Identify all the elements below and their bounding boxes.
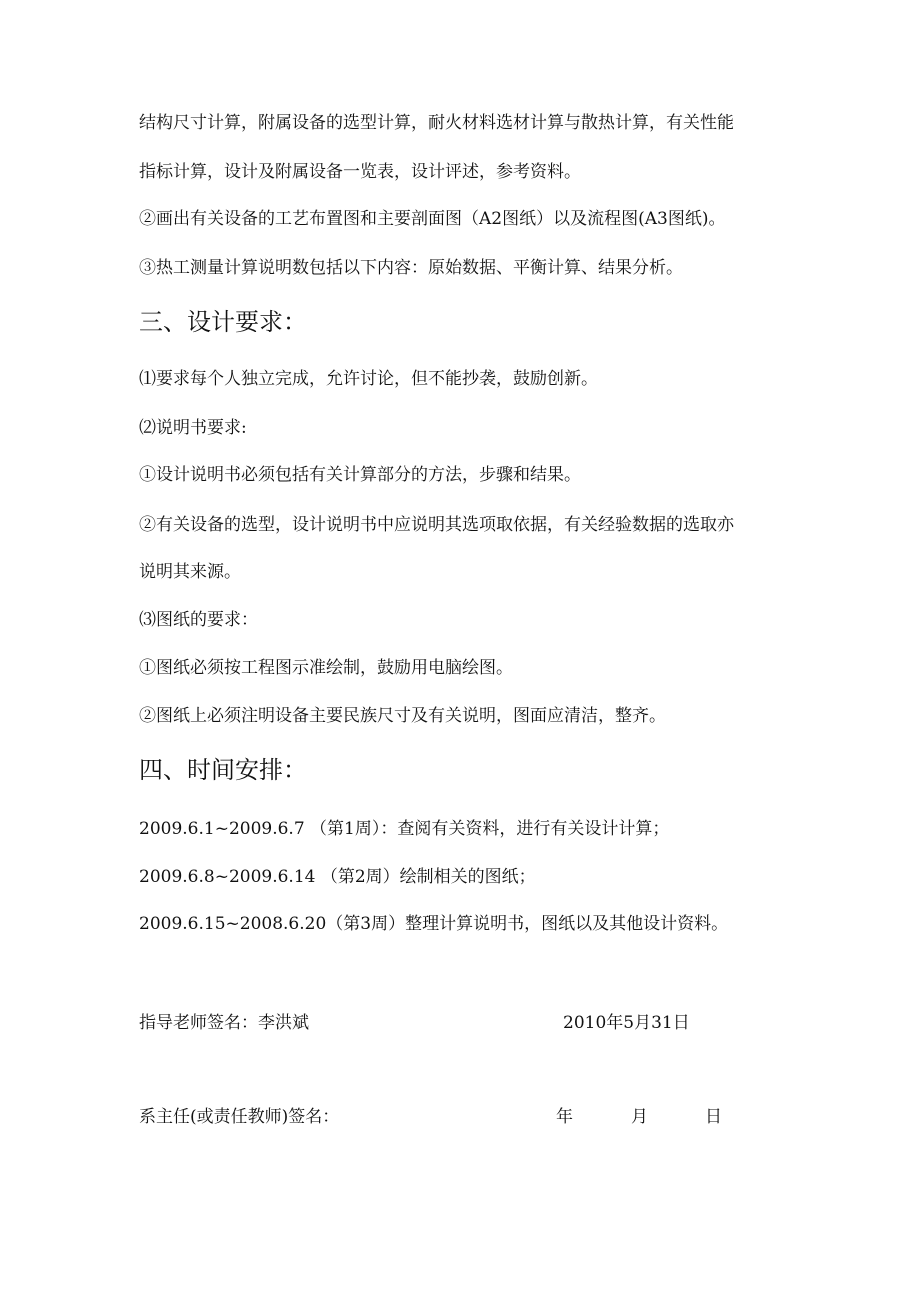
date-month-label: 月 (631, 1107, 648, 1127)
paragraph-line: ②有关设备的选型，设计说明书中应说明其选项取依据，有关经验数据的选取亦 (139, 515, 734, 535)
paragraph-line: ⑴要求每个人独立完成，允许讨论，但不能抄袭，鼓励创新。 (139, 369, 598, 389)
paragraph-line: 说明其来源。 (139, 562, 241, 582)
advisor-date: 2010年5月31日 (563, 1013, 690, 1033)
advisor-signature: 指导老师签名：李洪斌 (139, 1013, 309, 1033)
paragraph-line: 结构尺寸计算，附属设备的选型计算，耐火材料选材计算与散热计算，有关性能 (139, 113, 734, 133)
dept-head-signature: 系主任(或责任教师)签名： (139, 1107, 340, 1127)
section-heading-design-requirements: 三、设计要求： (139, 308, 307, 336)
schedule-line: 2009.6.1~2009.6.7 （第1周）：查阅有关资料，进行有关设计计算； (139, 819, 670, 839)
paragraph-line: ③热工测量计算说明数包括以下内容：原始数据、平衡计算、结果分析。 (139, 258, 683, 278)
paragraph-line: ①设计说明书必须包括有关计算部分的方法，步骤和结果。 (139, 465, 581, 485)
paragraph-line: 指标计算，设计及附属设备一览表，设计评述，参考资料。 (139, 162, 581, 182)
paragraph-line: ⑵说明书要求: (139, 418, 247, 438)
schedule-line: 2009.6.15~2008.6.20（第3周）整理计算说明书，图纸以及其他设计资料。 (139, 914, 729, 934)
date-year-label: 年 (556, 1107, 573, 1127)
paragraph-line: ②画出有关设备的工艺布置图和主要剖面图（A2图纸）以及流程图(A3图纸)。 (139, 209, 726, 229)
schedule-line: 2009.6.8~2009.6.14 （第2周）绘制相关的图纸； (139, 867, 536, 887)
paragraph-line: ②图纸上必须注明设备主要民族尺寸及有关说明，图面应清洁，整齐。 (139, 706, 666, 726)
paragraph-line: ⑶图纸的要求： (139, 610, 258, 630)
section-heading-schedule: 四、时间安排： (139, 756, 307, 784)
date-day-label: 日 (705, 1107, 722, 1127)
paragraph-line: ①图纸必须按工程图示准绘制，鼓励用电脑绘图。 (139, 658, 513, 678)
